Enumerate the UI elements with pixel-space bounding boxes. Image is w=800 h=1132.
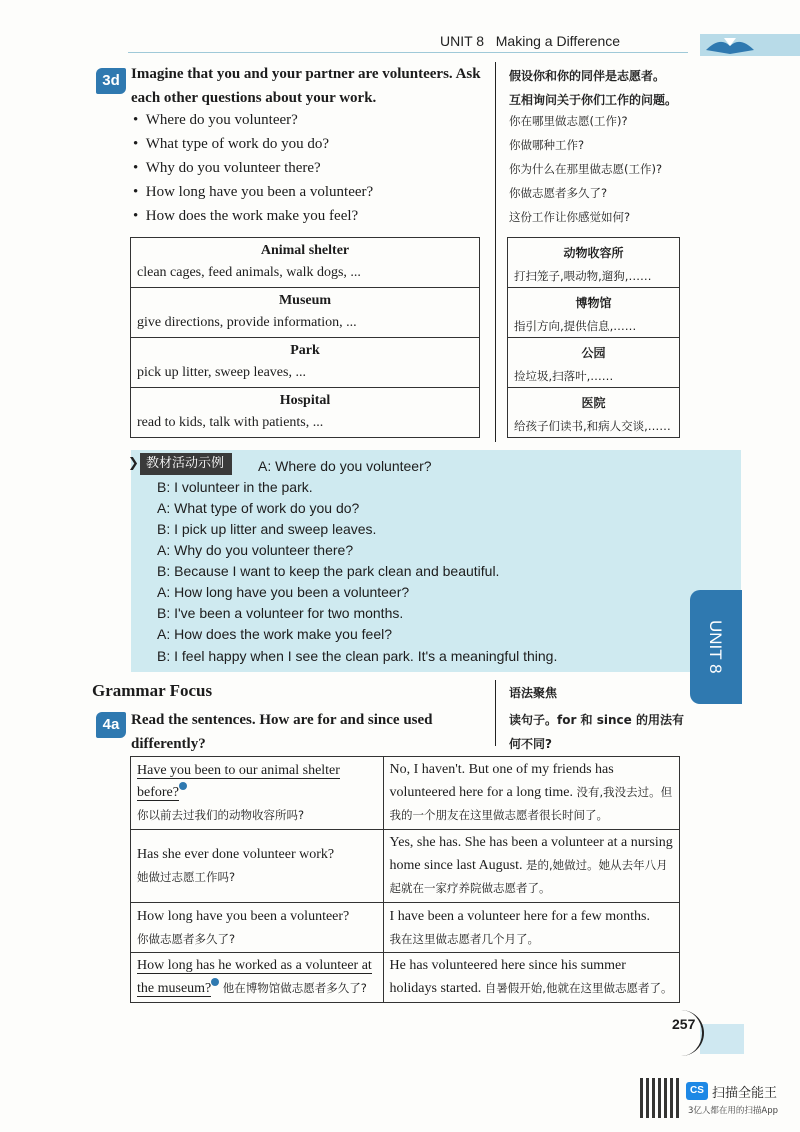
- grammar-answer: I have been a volunteer here for a few months.: [389, 908, 650, 924]
- activity-title-cn: 公园: [581, 346, 606, 360]
- column-divider: [495, 62, 496, 442]
- grammar-question-cn: 你以前去过我们的动物收容所吗?: [137, 808, 305, 822]
- camscanner-name: 扫描全能王: [712, 1086, 778, 1101]
- chevron-right-icon: ❯: [128, 456, 139, 471]
- grammar-answer-cn: 自暑假开始,他就在这里做志愿者了。: [484, 981, 673, 995]
- question-list: [133, 108, 373, 228]
- section-4a-instruction-cn: 读句子。for 和 since 的用法有 何不同?: [509, 713, 684, 751]
- activity-cell-cn: [508, 388, 680, 438]
- activity-cell: [131, 288, 480, 338]
- grammar-question: Has she ever done volunteer work?: [137, 847, 335, 862]
- table-row: [131, 757, 680, 830]
- grammar-question-cell: [131, 757, 384, 830]
- activity-title: Museum: [278, 293, 332, 308]
- grammar-question: Have you been to our animal shelter before?: [137, 763, 340, 800]
- activity-cell: [131, 388, 480, 438]
- activity-cell-cn: [508, 338, 680, 388]
- activity-desc-cn: 给孩子们读书,和病人交谈,……: [514, 419, 671, 433]
- grammar-answer-cell: [383, 757, 679, 830]
- table-row: [131, 903, 680, 953]
- question-item-cn: 你做志愿者多久了?: [509, 186, 608, 200]
- grammar-answer-cn: 是的,她做过。她从去年八月起就在一家疗养院做志愿者了。: [389, 858, 668, 895]
- grammar-question: How long has he worked as a volunteer at the museum?: [137, 958, 372, 996]
- camscanner-logo: CS: [686, 1082, 708, 1100]
- activity-title-cn: 动物收容所: [563, 246, 624, 260]
- question-item-cn: 这份工作让你感觉如何?: [509, 210, 631, 224]
- question-item: • Where do you volunteer?: [133, 112, 298, 128]
- column-divider: [495, 680, 496, 746]
- header-unit: UNIT 8: [440, 33, 485, 49]
- activity-desc-cn: 指引方向,提供信息,……: [514, 319, 637, 333]
- grammar-question-cell: [131, 830, 384, 903]
- question-item: • How long have you been a volunteer?: [133, 184, 374, 200]
- activity-cell: [131, 238, 480, 288]
- activity-title-cn: 医院: [581, 396, 606, 410]
- grammar-answer-cn: 没有,我没去过。但我的一个朋友在这里做志愿者很长时间了。: [389, 785, 673, 822]
- dialogue-line: B: I've been a volunteer for two months.: [157, 605, 404, 621]
- dialogue-line: A: What type of work do you do?: [157, 500, 360, 516]
- question-item: • What type of work do you do?: [133, 136, 330, 152]
- dialogue-line: A: How does the work make you feel?: [157, 626, 393, 642]
- question-item-cn: 你做哪种工作?: [509, 138, 585, 152]
- dialogue-line: B: I pick up litter and sweep leaves.: [157, 521, 377, 537]
- grammar-answer: He has volunteered here since his summer holidays started.: [389, 958, 626, 996]
- grammar-answer-cn: 我在这里做志愿者几个月了。: [389, 931, 540, 946]
- activity-title: Animal shelter: [260, 243, 350, 258]
- grammar-focus-title-cn: 语法聚焦: [509, 686, 558, 700]
- note-marker-icon: [179, 782, 187, 790]
- question-item-cn: 你在哪里做志愿(工作)?: [509, 114, 628, 128]
- grammar-answer-cell: [383, 903, 679, 953]
- activity-desc: read to kids, talk with patients, ...: [137, 415, 324, 430]
- grammar-question-cell: [131, 903, 384, 953]
- section-badge-4a: 4a: [96, 712, 126, 738]
- activity-desc: give directions, provide information, ...: [137, 315, 357, 330]
- activity-cell-cn: [508, 238, 680, 288]
- grammar-answer-cell: [383, 830, 679, 903]
- activity-desc-cn: 打扫笼子,喂动物,遛狗,……: [514, 269, 652, 283]
- grammar-focus-title: Grammar Focus: [92, 681, 213, 700]
- activity-table: [130, 237, 480, 438]
- unit-side-tab-label: UNIT 8: [706, 620, 725, 674]
- grammar-answer: Yes, she has. She has been a volunteer at a nursing home since last August.: [389, 835, 673, 873]
- grammar-answer-cell: [383, 953, 679, 1003]
- note-marker-icon: [211, 978, 219, 986]
- camscanner-tagline: 3亿人都在用的扫描App: [688, 1106, 779, 1116]
- grammar-table: [130, 756, 680, 1003]
- running-header: [440, 33, 620, 49]
- activity-desc: pick up litter, sweep leaves, ...: [137, 365, 306, 380]
- qr-code-icon: [640, 1078, 680, 1118]
- question-item: • How does the work make you feel?: [133, 208, 359, 224]
- section-4a-instruction: Read the sentences. How are for and since used differently?: [131, 712, 433, 752]
- question-item-cn: 你为什么在那里做志愿(工作)?: [509, 162, 663, 176]
- activity-desc: clean cages, feed animals, walk dogs, ...: [137, 265, 361, 280]
- header-title: Making a Difference: [495, 33, 621, 49]
- header-rule: [128, 52, 688, 53]
- dialogue-label: 教材活动示例: [140, 453, 232, 475]
- grammar-answer: No, I haven't. But one of my friends has volunteered here for a long time.: [389, 762, 614, 800]
- header-decoration: [700, 34, 800, 56]
- page-number-band: [700, 1024, 744, 1054]
- dialogue-line: A: How long have you been a volunteer?: [157, 584, 410, 600]
- activity-title: Park: [290, 343, 320, 358]
- dialogue-line: B: I volunteer in the park.: [157, 479, 313, 495]
- grammar-question: How long have you been a volunteer?: [137, 908, 350, 924]
- dialogue-line: A: Where do you volunteer?: [258, 458, 432, 474]
- page-number: 257: [672, 1016, 696, 1032]
- dialogue-line: B: Because I want to keep the park clean and beautiful.: [157, 563, 500, 579]
- section-3d-instruction: Imagine that you and your partner are volunteers. Ask each other questions about your work.: [131, 66, 481, 106]
- activity-desc-cn: 捡垃圾,扫落叶,……: [514, 369, 614, 383]
- question-list-cn: [509, 109, 662, 229]
- table-row: [131, 830, 680, 903]
- grammar-question-cn: 你做志愿者多久了?: [137, 931, 236, 946]
- activity-cell-cn: [508, 288, 680, 338]
- section-badge-3d: 3d: [96, 68, 126, 94]
- dialogue-line: B: I feel happy when I see the clean park. It's a meaningful thing.: [157, 648, 558, 664]
- table-row: [131, 953, 680, 1003]
- grammar-question-cn: 她做过志愿工作吗?: [137, 870, 236, 884]
- grammar-question-cn: 他在博物馆做志愿者多久了?: [222, 981, 367, 995]
- question-item: • Why do you volunteer there?: [133, 160, 321, 176]
- activity-title: Hospital: [279, 393, 331, 408]
- dialogue-line: A: Why do you volunteer there?: [157, 542, 354, 558]
- grammar-question-cell: [131, 953, 384, 1003]
- section-3d-instruction-cn: 假设你和你的同伴是志愿者。 互相询问关于你们工作的问题。: [509, 69, 678, 107]
- activity-table-cn: [507, 237, 680, 438]
- activity-title-cn: 博物馆: [575, 296, 612, 310]
- activity-cell: [131, 338, 480, 388]
- book-emblem-icon: [700, 34, 760, 56]
